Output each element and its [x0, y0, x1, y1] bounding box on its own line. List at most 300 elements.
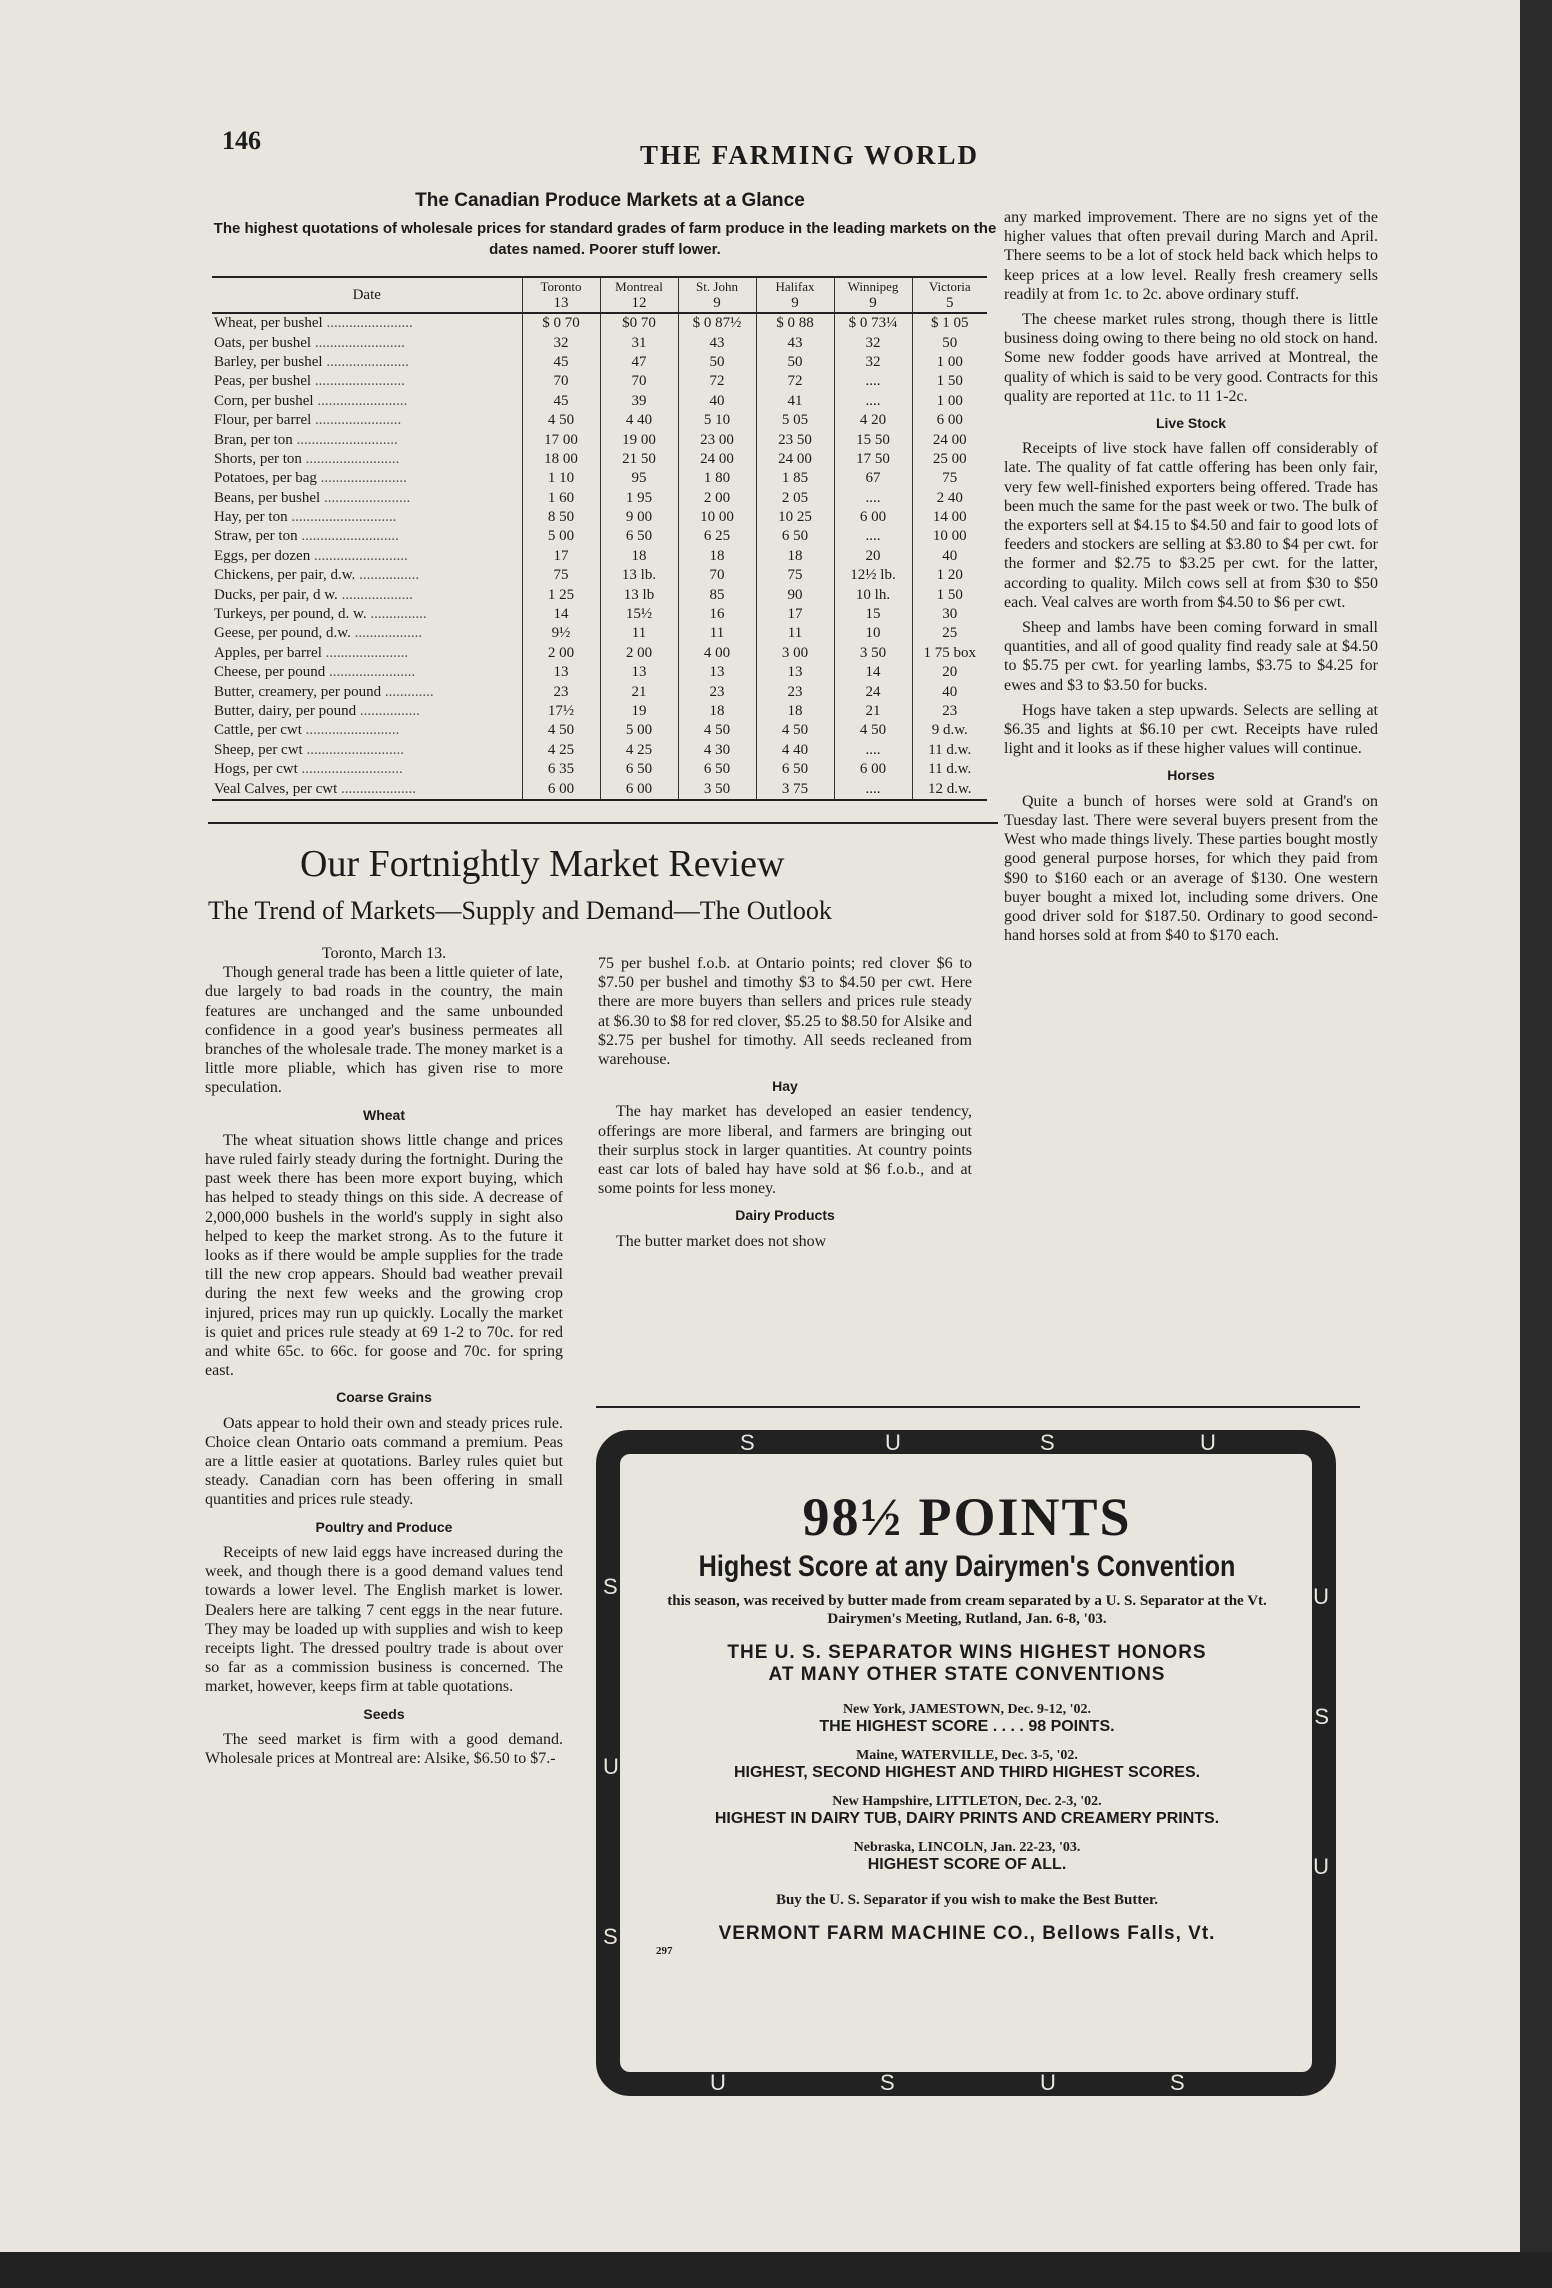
produce-price: 39 — [600, 392, 678, 411]
produce-price: 6 00 — [522, 779, 600, 799]
leader-dots: ............................ — [287, 509, 397, 526]
seeds-paragraph: The seed market is firm with a good demand. Wholesale prices at Montreal are: Alsike, $6.50 to $7.- — [205, 1730, 563, 1767]
produce-price: 8 50 — [522, 508, 600, 527]
produce-row — [212, 760, 987, 779]
produce-row — [212, 702, 987, 721]
produce-price: 4 50 — [678, 721, 756, 740]
leader-dots: ............... — [366, 606, 427, 623]
produce-price: 90 — [756, 585, 834, 604]
produce-price: 9½ — [522, 624, 600, 643]
produce-price: 4 00 — [678, 644, 756, 663]
wheat-paragraph: The wheat situation shows little change and prices have ruled fairly steady during the fortnight. During the past week there has been more export buying, which has helped to steady things on this side. A decrease of 2,000,000 bushels in the world's supply in sight also helped to keep the market strong. As to the future it looks as if there would be ample supplies for the trade till the new crop appears. Should bad weather prevail during the next few weeks and the growing crop injured, prices may run up quickly. Locally the market is quiet and prices rule steady at 69 1-2 to 70c. for red and white 65c. to 66c. for goose and 70c. for spring east. — [205, 1131, 563, 1380]
produce-price: 4 50 — [522, 411, 600, 430]
produce-price: 24 00 — [912, 430, 987, 449]
produce-price: 14 00 — [912, 508, 987, 527]
maine-result: Maine, WATERVILLE, Dec. 3-5, '02. — [856, 1748, 1078, 1763]
produce-price: 19 — [600, 702, 678, 721]
produce-price: 6 35 — [522, 760, 600, 779]
produce-price: 13 — [678, 663, 756, 682]
advert-call-to-action: Buy the U. S. Separator if you wish to make the Best Butter. — [775, 1892, 1159, 1908]
border-letter: U — [885, 1430, 901, 1455]
produce-price: 17 — [522, 547, 600, 566]
produce-price: $ 0 73¼ — [834, 313, 912, 333]
advert-intro: this season, was received by butter made from cream separated by a U. S. Separator at the Vt. Dairymen's Meeting, Rutland, Jan. 6-8, '03. — [667, 1593, 1267, 1627]
produce-item: Straw, per ton .......................... — [214, 528, 399, 545]
review-column-1 — [205, 944, 563, 1774]
leader-dots: ........................ — [311, 334, 405, 351]
produce-price: 4 25 — [522, 741, 600, 760]
produce-price: 32 — [522, 333, 600, 352]
produce-price: 1 00 — [912, 392, 987, 411]
intro-paragraph: Though general trade has been a little quieter of late, due largely to bad roads in the country, the main features are unchanged and the same unbounded confidence in a good year's business permeates all branches of the wholesale trade. The money market is a little more pliable, which has given rise to more speculation. — [205, 964, 563, 1097]
produce-price: 50 — [678, 353, 756, 372]
maine-score: HIGHEST, SECOND HIGHEST AND THIRD HIGHEST SCORES. — [733, 1764, 1201, 1781]
produce-price: 4 50 — [756, 721, 834, 740]
seeds-heading: Seeds — [363, 1705, 405, 1722]
border-letter: S — [603, 1924, 618, 1949]
dairy-continued-paragraph: any marked improvement. There are no signs yet of the higher values that often prevail during March and April. There seems to be a lot of stock held back which helps to keep prices at a low level. Really fresh creamery sells readily at from 1c. to 2c. above ordinary stuff. — [1004, 209, 1378, 303]
produce-price: 6 50 — [600, 760, 678, 779]
produce-price: .... — [834, 392, 912, 411]
quote-date: 9 — [756, 295, 834, 313]
leader-dots: ....................... — [322, 315, 413, 332]
produce-row — [212, 547, 987, 566]
advert-divider — [596, 1406, 1360, 1408]
produce-price: .... — [834, 527, 912, 546]
leader-dots: .......................... — [302, 741, 404, 758]
leader-dots: ......................... — [301, 450, 400, 467]
produce-price: 50 — [912, 333, 987, 352]
produce-price: 13 lb. — [600, 566, 678, 585]
produce-price: 21 — [834, 702, 912, 721]
produce-item: Potatoes, per bag ....................... — [214, 470, 407, 487]
seeds-continued-paragraph: 75 per bushel f.o.b. at Ontario points; red clover $6 to $7.50 per bushel and timothy $3 to $4.50 per cwt. Here there are more buyers than sellers and prices rule steady at $6.30 to $8 for red clover, $5.25 to $8.50 for Alsike and $2.75 per bushel for timothy. All seeds recleaned from warehouse. — [598, 955, 972, 1069]
advert-company: VERMONT FARM MACHINE CO., Bellows Falls, Vt. — [718, 1923, 1216, 1944]
leader-dots: ....................... — [325, 664, 416, 681]
produce-row — [212, 450, 987, 469]
produce-table-subtitle: The highest quotations of wholesale prices for standard grades of farm produce in the leading markets on the dates named. Poorer stuff lower. — [213, 220, 997, 258]
produce-row — [212, 585, 987, 604]
leader-dots: ........................ — [311, 373, 405, 390]
produce-price: 11 d.w. — [912, 760, 987, 779]
leader-dots: ......................... — [310, 547, 408, 564]
advert-subheadline: Highest Score at any Dairymen's Convention — [698, 1550, 1236, 1583]
produce-price: 3 50 — [834, 644, 912, 663]
produce-item: Turkeys, per pound, d. w. ............... — [214, 606, 427, 623]
leader-dots: ....................... — [320, 489, 411, 506]
produce-price: 40 — [912, 682, 987, 701]
produce-price: 9 00 — [600, 508, 678, 527]
produce-price: 1 00 — [912, 353, 987, 372]
produce-price: 11 — [600, 624, 678, 643]
produce-price: 2 05 — [756, 489, 834, 508]
produce-item: Corn, per bushel ........................ — [214, 392, 408, 409]
produce-item: Geese, per pound, d.w. .................. — [214, 625, 423, 642]
produce-price: 70 — [678, 566, 756, 585]
produce-row — [212, 372, 987, 391]
advert-code: 297 — [656, 1945, 673, 1957]
market-name: Halifax — [756, 277, 834, 295]
border-letter: S — [880, 2070, 895, 2095]
produce-price: $ 0 88 — [756, 313, 834, 333]
market-name: Montreal — [600, 277, 678, 295]
produce-price: 17½ — [522, 702, 600, 721]
produce-item: Butter, dairy, per pound ................ — [214, 703, 420, 719]
leader-dots: ................ — [356, 703, 420, 719]
review-headline: Our Fortnightly Market Review — [300, 843, 785, 885]
produce-row — [212, 682, 987, 701]
produce-price: 24 00 — [756, 450, 834, 469]
produce-item: Shorts, per ton ......................... — [214, 450, 400, 467]
leader-dots: ................... — [337, 586, 413, 603]
leader-dots: ....................... — [316, 470, 407, 487]
produce-item: Cheese, per pound ....................... — [214, 664, 416, 681]
produce-price: 75 — [522, 566, 600, 585]
produce-price: 5 05 — [756, 411, 834, 430]
produce-price: 14 — [834, 663, 912, 682]
produce-price: 2 00 — [522, 644, 600, 663]
live-stock-paragraph: Receipts of live stock have fallen off considerably of late. The quality of fat cattle offering has been only fair, very few well-finished exporters being offered. Trade has been much the same for the past week or two. The bulk of the exporters sell at $4.15 to $4.50 and fair to good lots of feeders and stockers are selling at $3.80 to $4 per cwt. for the former and $2.75 to $3.25 per cwt. for the latter, according to quality. Milch cows sell at from $30 to $50 each. Veal calves are worth from $4.50 to $6 per cwt. — [1004, 440, 1378, 611]
produce-price: 18 — [678, 547, 756, 566]
produce-price: 21 — [600, 682, 678, 701]
produce-price: 13 — [756, 663, 834, 682]
produce-price: 6 00 — [912, 411, 987, 430]
border-letter: U — [603, 1754, 619, 1779]
produce-item: Hay, per ton ............................ — [214, 509, 397, 526]
produce-price: 6 50 — [756, 760, 834, 779]
leader-dots: ........................... — [292, 431, 398, 448]
dairy-paragraph: The butter market does not show — [616, 1232, 827, 1250]
produce-price: 6 50 — [756, 527, 834, 546]
produce-price: 24 — [834, 682, 912, 701]
produce-price: 23 — [912, 702, 987, 721]
live-stock-heading: Live Stock — [1155, 415, 1227, 432]
produce-row — [212, 741, 987, 760]
produce-price: 16 — [678, 605, 756, 624]
produce-price: 2 00 — [678, 489, 756, 508]
produce-price: 24 00 — [678, 450, 756, 469]
produce-price: 15 — [834, 605, 912, 624]
produce-item: Veal Calves, per cwt .................... — [212, 779, 522, 799]
border-letter: U — [1313, 1584, 1329, 1609]
produce-price: .... — [834, 489, 912, 508]
leader-dots: ...................... — [321, 644, 409, 661]
new-hampshire-score: HIGHEST IN DAIRY TUB, DAIRY PRINTS AND CREAMERY PRINTS. — [714, 1810, 1220, 1827]
leader-dots: ...................... — [322, 353, 409, 370]
produce-item: Cattle, per cwt ......................... — [214, 722, 400, 739]
nebraska-score: HIGHEST SCORE OF ALL. — [867, 1856, 1067, 1873]
wheat-heading: Wheat — [363, 1106, 405, 1123]
sheep-paragraph: Sheep and lambs have been coming forward in small quantities, and all of good quality find ready sale at $4.50 to $5.75 per cwt. for yearling lambs, $3.75 to $4.25 for ewes and $3 to $3.50 for bucks. — [1004, 619, 1378, 694]
produce-price: $0 70 — [600, 313, 678, 333]
border-letter: S — [1314, 1704, 1329, 1729]
produce-item: Beans, per bushel ....................... — [214, 489, 411, 506]
produce-price: $ 0 70 — [522, 313, 600, 333]
poultry-paragraph: Receipts of new laid eggs have increased during the week, and though there is a good demand values tend towards a lower level. The English market is lower. Dealers here are talking 7 cent eggs in the near future. They may be loaded up with supplies and wish to keep receipts light. The dressed poultry trade is about over so far as a commission business is concerned. The market, however, keeps firm at table quotations. — [205, 1543, 563, 1696]
hay-heading: Hay — [772, 1078, 798, 1095]
produce-price: 3 50 — [678, 779, 756, 799]
produce-price: 6 00 — [834, 508, 912, 527]
produce-row — [212, 644, 987, 663]
produce-price: 6 50 — [600, 527, 678, 546]
advert-headline: 98½ POINTS — [802, 1487, 1132, 1547]
coarse-grains-heading: Coarse Grains — [336, 1389, 432, 1406]
produce-table-title: The Canadian Produce Markets at a Glance — [415, 190, 805, 211]
border-letter: S — [740, 1430, 755, 1455]
nebraska-result: Nebraska, LINCOLN, Jan. 22-23, '03. — [853, 1840, 1081, 1855]
quote-date: 12 — [600, 295, 678, 313]
horses-paragraph: Quite a bunch of horses were sold at Grand's on Tuesday last. There were several buyers present from the West who made things lively. These parties bought mostly good general purpose horses, for which they paid from $90 to $160 each or an average of $130. One western buyer bought a mixed lot, including some drivers. One good driver sold for $187.50. Ordinary to good second-hand horses sold at from $40 to $170 each. — [1004, 792, 1378, 945]
produce-price: 43 — [678, 333, 756, 352]
produce-row — [212, 411, 987, 430]
leader-dots: ................ — [355, 567, 420, 584]
produce-price: 67 — [834, 469, 912, 488]
cheese-paragraph: The cheese market rules strong, though there is little business doing owing to there being no old stock on hand. Some new fodder goods have arrived at Montreal, the quality of which is said to be very good. Contracts for this quality are reported at 11c. to 11 1-2c. — [1004, 311, 1378, 405]
leader-dots: .......................... — [297, 528, 399, 545]
produce-price: 6 00 — [834, 760, 912, 779]
leader-dots: ........................ — [313, 392, 408, 409]
produce-price: 40 — [912, 547, 987, 566]
produce-item: Hogs, per cwt ........................... — [214, 761, 403, 778]
produce-price: 20 — [834, 547, 912, 566]
produce-price: 47 — [600, 353, 678, 372]
border-letter: U — [710, 2070, 726, 2095]
produce-row — [212, 313, 987, 333]
produce-price: 23 50 — [756, 430, 834, 449]
border-letter: S — [1170, 2070, 1185, 2095]
produce-price: 1 50 — [912, 372, 987, 391]
coarse-grains-paragraph: Oats appear to hold their own and steady prices rule. Choice clean Ontario oats command a premium. Peas are a little easier at quotations. Barley rules quiet but steady. Canadian corn has been offering in small quantities and prices rule steady. — [205, 1414, 563, 1509]
leader-dots: ............. — [381, 683, 434, 700]
quote-date: 9 — [678, 295, 756, 313]
quote-date: 5 — [912, 295, 987, 313]
new-york-score: THE HIGHEST SCORE . . . . 98 POINTS. — [819, 1718, 1115, 1735]
produce-price: 23 — [678, 682, 756, 701]
produce-price: 5 00 — [522, 527, 600, 546]
us-separator-advert — [596, 1430, 1336, 2096]
produce-price: 1 50 — [912, 585, 987, 604]
produce-price: 70 — [600, 372, 678, 391]
produce-price: 4 30 — [678, 741, 756, 760]
produce-item: Peas, per bushel ........................ — [214, 373, 405, 390]
produce-price: 23 — [522, 682, 600, 701]
produce-table-body — [212, 313, 987, 800]
dateline: Toronto, March 13. — [321, 945, 447, 962]
page-number: 146 — [222, 126, 261, 155]
hay-paragraph: The hay market has developed an easier tendency, offerings are more liberal, and farmers are bringing out their surplus stock in larger quantities. At country points east car lots of baled hay have sold at $6 f.o.b., and at some points for less money. — [598, 1103, 972, 1198]
produce-price: 10 25 — [756, 508, 834, 527]
produce-price: 2 40 — [912, 489, 987, 508]
horses-heading: Horses — [1167, 767, 1215, 784]
leader-dots: .................. — [350, 625, 423, 642]
produce-price-table — [212, 276, 987, 801]
border-letter: U — [1200, 1430, 1216, 1455]
produce-row — [212, 508, 987, 527]
review-subhead: The Trend of Markets—Supply and Demand—The Outlook — [208, 896, 832, 925]
produce-price: 2 00 — [600, 644, 678, 663]
produce-price: .... — [834, 372, 912, 391]
produce-price: 4 40 — [756, 741, 834, 760]
produce-price: 5 10 — [678, 411, 756, 430]
produce-price: 1 20 — [912, 566, 987, 585]
produce-row — [212, 721, 987, 740]
leader-dots: ......................... — [301, 722, 400, 739]
produce-price: 1 85 — [756, 469, 834, 488]
produce-price: 75 — [756, 566, 834, 585]
produce-price: 85 — [678, 585, 756, 604]
produce-price: $ 0 87½ — [678, 313, 756, 333]
table-divider — [208, 822, 998, 824]
quote-date: 9 — [834, 295, 912, 313]
produce-price: 30 — [912, 605, 987, 624]
produce-price: 5 00 — [600, 721, 678, 740]
produce-price: 10 00 — [912, 527, 987, 546]
produce-price: 72 — [678, 372, 756, 391]
produce-price: 72 — [756, 372, 834, 391]
advert-content — [642, 1464, 1292, 1957]
produce-price: 11 — [756, 624, 834, 643]
produce-price: 9 d.w. — [912, 721, 987, 740]
market-name: Victoria — [912, 277, 987, 295]
border-letter: S — [603, 1574, 618, 1599]
produce-price: 11 — [678, 624, 756, 643]
produce-price: 1 95 — [600, 489, 678, 508]
produce-price: 70 — [522, 372, 600, 391]
produce-price: 1 25 — [522, 585, 600, 604]
produce-price: 4 50 — [834, 721, 912, 740]
date-label: Date — [212, 277, 522, 313]
produce-price: 45 — [522, 392, 600, 411]
produce-price: 17 50 — [834, 450, 912, 469]
produce-item: Bran, per ton ........................... — [214, 431, 398, 448]
market-header-row — [212, 277, 987, 295]
produce-price: 23 — [756, 682, 834, 701]
produce-price: 75 — [912, 469, 987, 488]
border-letter: S — [1040, 1430, 1055, 1455]
produce-item: Apples, per barrel ...................... — [214, 644, 409, 661]
produce-price: 14 — [522, 605, 600, 624]
running-head: THE FARMING WORLD — [640, 140, 980, 170]
market-name: Winnipeg — [834, 277, 912, 295]
produce-price: 1 10 — [522, 469, 600, 488]
produce-price: 18 — [678, 702, 756, 721]
produce-price: 17 — [756, 605, 834, 624]
produce-price: 10 00 — [678, 508, 756, 527]
produce-price: .... — [834, 779, 912, 799]
produce-price: 32 — [834, 353, 912, 372]
produce-item: Chickens, per pair, d.w. ................ — [214, 567, 420, 584]
produce-price: 3 75 — [756, 779, 834, 799]
leader-dots: ....................... — [311, 412, 402, 429]
produce-price: 4 40 — [600, 411, 678, 430]
produce-price: 13 — [522, 663, 600, 682]
produce-price: 15½ — [600, 605, 678, 624]
produce-price: 21 50 — [600, 450, 678, 469]
produce-price: 13 — [600, 663, 678, 682]
produce-price: 17 00 — [522, 430, 600, 449]
produce-price: 43 — [756, 333, 834, 352]
produce-price: 10 lh. — [834, 585, 912, 604]
produce-price: 4 25 — [600, 741, 678, 760]
produce-price: .... — [834, 741, 912, 760]
market-name: Toronto — [522, 277, 600, 295]
produce-price: 18 — [756, 702, 834, 721]
produce-price: 6 25 — [678, 527, 756, 546]
produce-price: 13 lb — [600, 585, 678, 604]
produce-price: 12 d.w. — [912, 779, 987, 799]
leader-dots: .................... — [337, 780, 417, 797]
produce-price: 6 50 — [678, 760, 756, 779]
produce-price: 32 — [834, 333, 912, 352]
produce-price: 18 — [756, 547, 834, 566]
produce-row — [212, 430, 987, 449]
market-name: St. John — [678, 277, 756, 295]
produce-price: 19 00 — [600, 430, 678, 449]
produce-row — [212, 527, 987, 546]
review-column-2 — [598, 954, 972, 1257]
produce-item: Oats, per bushel ........................ — [214, 334, 405, 351]
dairy-heading: Dairy Products — [735, 1207, 835, 1224]
produce-row — [212, 566, 987, 585]
produce-price: 23 00 — [678, 430, 756, 449]
quote-date: 13 — [522, 295, 600, 313]
produce-row — [212, 392, 987, 411]
produce-price: 6 00 — [600, 779, 678, 799]
hogs-paragraph: Hogs have taken a step upwards. Selects are selling at $6.35 and lights at $6.10 per cwt. Receipts have ruled light and it looks as if these higher values will continue. — [1004, 701, 1378, 758]
produce-price: 1 80 — [678, 469, 756, 488]
produce-price: 31 — [600, 333, 678, 352]
produce-item: Butter, creamery, per pound ............. — [214, 683, 434, 700]
produce-price: 50 — [756, 353, 834, 372]
produce-price: 4 50 — [522, 721, 600, 740]
produce-row — [212, 469, 987, 488]
new-york-result: New York, JAMESTOWN, Dec. 9-12, '02. — [842, 1702, 1092, 1717]
produce-item: Sheep, per cwt .......................... — [214, 741, 404, 758]
produce-price: 12½ lb. — [834, 566, 912, 585]
produce-price: 1 75 box — [912, 644, 987, 663]
border-letter: U — [1040, 2070, 1056, 2095]
produce-row — [212, 663, 987, 682]
produce-item: Wheat, per bushel ....................... — [214, 315, 413, 332]
book-spine-edge — [1520, 0, 1552, 2288]
produce-price: 40 — [678, 392, 756, 411]
produce-row — [212, 333, 987, 352]
produce-row — [212, 489, 987, 508]
produce-price: 1 60 — [522, 489, 600, 508]
produce-price: 95 — [600, 469, 678, 488]
produce-item: Eggs, per dozen ......................... — [214, 547, 408, 564]
produce-row — [212, 605, 987, 624]
produce-item: Ducks, per pair, d w. ................... — [214, 586, 413, 603]
produce-price: 15 50 — [834, 430, 912, 449]
produce-item: Flour, per barrel ....................... — [214, 412, 402, 429]
review-column-3 — [1004, 208, 1378, 951]
page-bottom-edge — [0, 2252, 1552, 2288]
advert-claim-1: THE U. S. SEPARATOR WINS HIGHEST HONORS — [727, 1642, 1207, 1663]
produce-price: 25 00 — [912, 450, 987, 469]
produce-price: 3 00 — [756, 644, 834, 663]
produce-item: Barley, per bushel ...................... — [214, 353, 409, 370]
produce-row — [212, 353, 987, 372]
produce-price: 41 — [756, 392, 834, 411]
produce-row — [212, 624, 987, 643]
poultry-heading: Poultry and Produce — [315, 1518, 453, 1535]
produce-price: $ 1 05 — [912, 313, 987, 333]
produce-price: 4 20 — [834, 411, 912, 430]
produce-price: 45 — [522, 353, 600, 372]
new-hampshire-result: New Hampshire, LITTLETON, Dec. 2-3, '02. — [832, 1794, 1102, 1809]
produce-price: 18 — [600, 547, 678, 566]
